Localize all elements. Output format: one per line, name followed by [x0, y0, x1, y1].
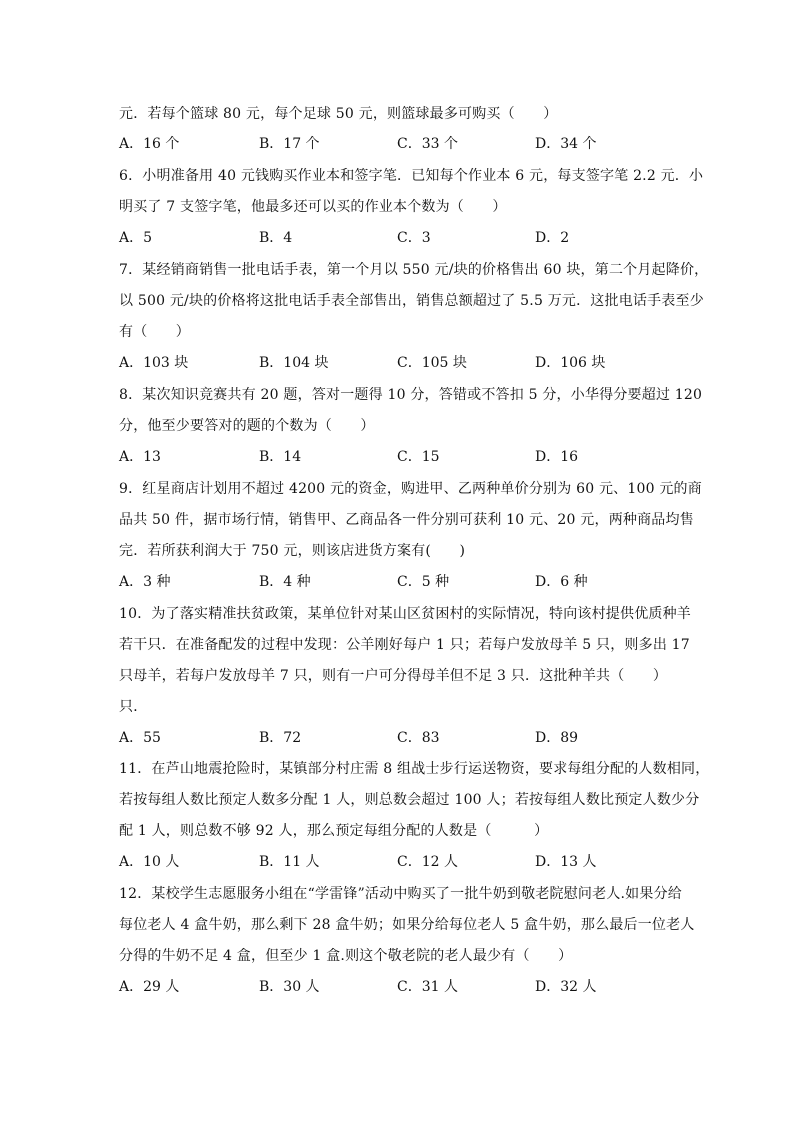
question-6-line-1: 6．小明准备用 40 元钱购买作业本和签字笔．已知每个作业本 6 元，每支签字笔 2.2 元．小: [119, 168, 704, 184]
question-12-option-a: A．29 人: [119, 979, 180, 995]
question-7-line-1: 7．某经销商销售一批电话手表，第一个月以 550 元/块的价格售出 60 块，第二个月起降价，: [119, 262, 709, 278]
question-8-line-1: 8．某次知识竞赛共有 20 题，答对一题得 10 分，答错或不答扣 5 分，小华得分要超过 120: [119, 387, 703, 403]
question-11-option-c: C．12 人: [397, 854, 458, 870]
question-9-line-1: 9．红星商店计划用不超过 4200 元的资金，购进甲、乙两种单价分别为 60 元、100 元的商: [119, 481, 702, 497]
question-8-option-a: A．13: [119, 449, 161, 465]
question-12-line-1: 12．某校学生志愿服务小组在“学雷锋”活动中购买了一批牛奶到敬老院慰问老人.如果分给: [119, 886, 682, 902]
question-8-line-2: 分，他至少要答对的题的个数为（ ）: [119, 418, 375, 434]
question-11-line-2: 若按每组人数比预定人数多分配 1 人，则总数会超过 100 人；若按每组人数比预定人数少分: [119, 792, 700, 808]
question-8-option-b: B．14: [259, 449, 302, 465]
question-7-line-3: 有（ ）: [119, 324, 190, 340]
question-7-line-2: 以 500 元/块的价格将这批电话手表全部售出，销售总额超过了 5.5 万元．这批电话手表至少: [119, 293, 704, 309]
question-7-option-a: A．103 块: [119, 355, 189, 371]
question-12-option-d: D．32 人: [535, 979, 597, 995]
question-11-line-1: 11．在芦山地震抢险时，某镇部分村庄需 8 组战士步行运送物资，要求每组分配的人数相同，: [119, 761, 710, 777]
question-5-option-a: A．16 个: [119, 136, 180, 152]
question-6-line-2: 明买了 7 支签字笔，他最多还可以买的作业本个数为（ ）: [119, 199, 507, 215]
question-10-line-3: 只母羊，若每户发放母羊 7 只，则有一户可分得母羊但不足 3 只．这批种羊共（ ）: [119, 668, 668, 684]
question-11-option-d: D．13 人: [535, 854, 597, 870]
question-10-option-b: B．72: [259, 730, 302, 746]
question-6-option-a: A．5: [119, 230, 153, 246]
question-7-option-b: B．104 块: [259, 355, 329, 371]
question-9-option-a: A．3 种: [119, 574, 171, 590]
question-11-option-b: B．11 人: [259, 854, 320, 870]
question-10-line-4: 只．: [119, 699, 148, 715]
question-8-option-d: D．16: [535, 449, 579, 465]
question-7-option-c: C．105 块: [397, 355, 467, 371]
question-12-line-2: 每位老人 4 盒牛奶，那么剩下 28 盒牛奶；如果分给每位老人 5 盒牛奶，那么最后一位老人: [119, 917, 695, 933]
question-9-option-b: B．4 种: [259, 574, 311, 590]
question-5-line-1: 元．若每个篮球 80 元，每个足球 50 元，则篮球最多可购买（ ）: [119, 106, 558, 122]
question-10-line-1: 10．为了落实精准扶贫政策，某单位针对某山区贫困村的实际情况，特向该村提供优质种羊: [119, 606, 692, 622]
question-5-option-c: C．33 个: [397, 136, 458, 152]
question-12-option-c: C．31 人: [397, 979, 458, 995]
question-9-line-3: 完．若所获利润大于 750 元，则该店进货方案有( ): [119, 543, 466, 559]
question-12-line-3: 分得的牛奶不足 4 盒，但至少 1 盒.则这个敬老院的老人最少有（ ）: [119, 948, 573, 964]
question-10-option-a: A．55: [119, 730, 161, 746]
question-9-line-2: 品共 50 件，据市场行情，销售甲、乙商品各一件分别可获利 10 元、20 元，两种商品均售: [119, 512, 694, 528]
question-7-option-d: D．106 块: [535, 355, 606, 371]
question-6-option-b: B．4: [259, 230, 293, 246]
question-10-option-c: C．83: [397, 730, 440, 746]
question-9-option-d: D．6 种: [535, 574, 588, 590]
question-10-line-2: 若干只．在准备配发的过程中发现：公羊刚好每户 1 只；若每户发放母羊 5 只，则多出 17: [119, 637, 690, 653]
question-9-option-c: C．5 种: [397, 574, 450, 590]
question-10-option-d: D．89: [535, 730, 579, 746]
question-11-option-a: A．10 人: [119, 854, 180, 870]
question-6-option-d: D．2: [535, 230, 570, 246]
question-12-option-b: B．30 人: [259, 979, 320, 995]
question-8-option-c: C．15: [397, 449, 440, 465]
question-5-option-d: D．34 个: [535, 136, 597, 152]
question-11-line-3: 配 1 人，则总数不够 92 人，那么预定每组分配的人数是（ ）: [119, 823, 549, 839]
question-6-option-c: C．3: [397, 230, 431, 246]
question-5-option-b: B．17 个: [259, 136, 320, 152]
